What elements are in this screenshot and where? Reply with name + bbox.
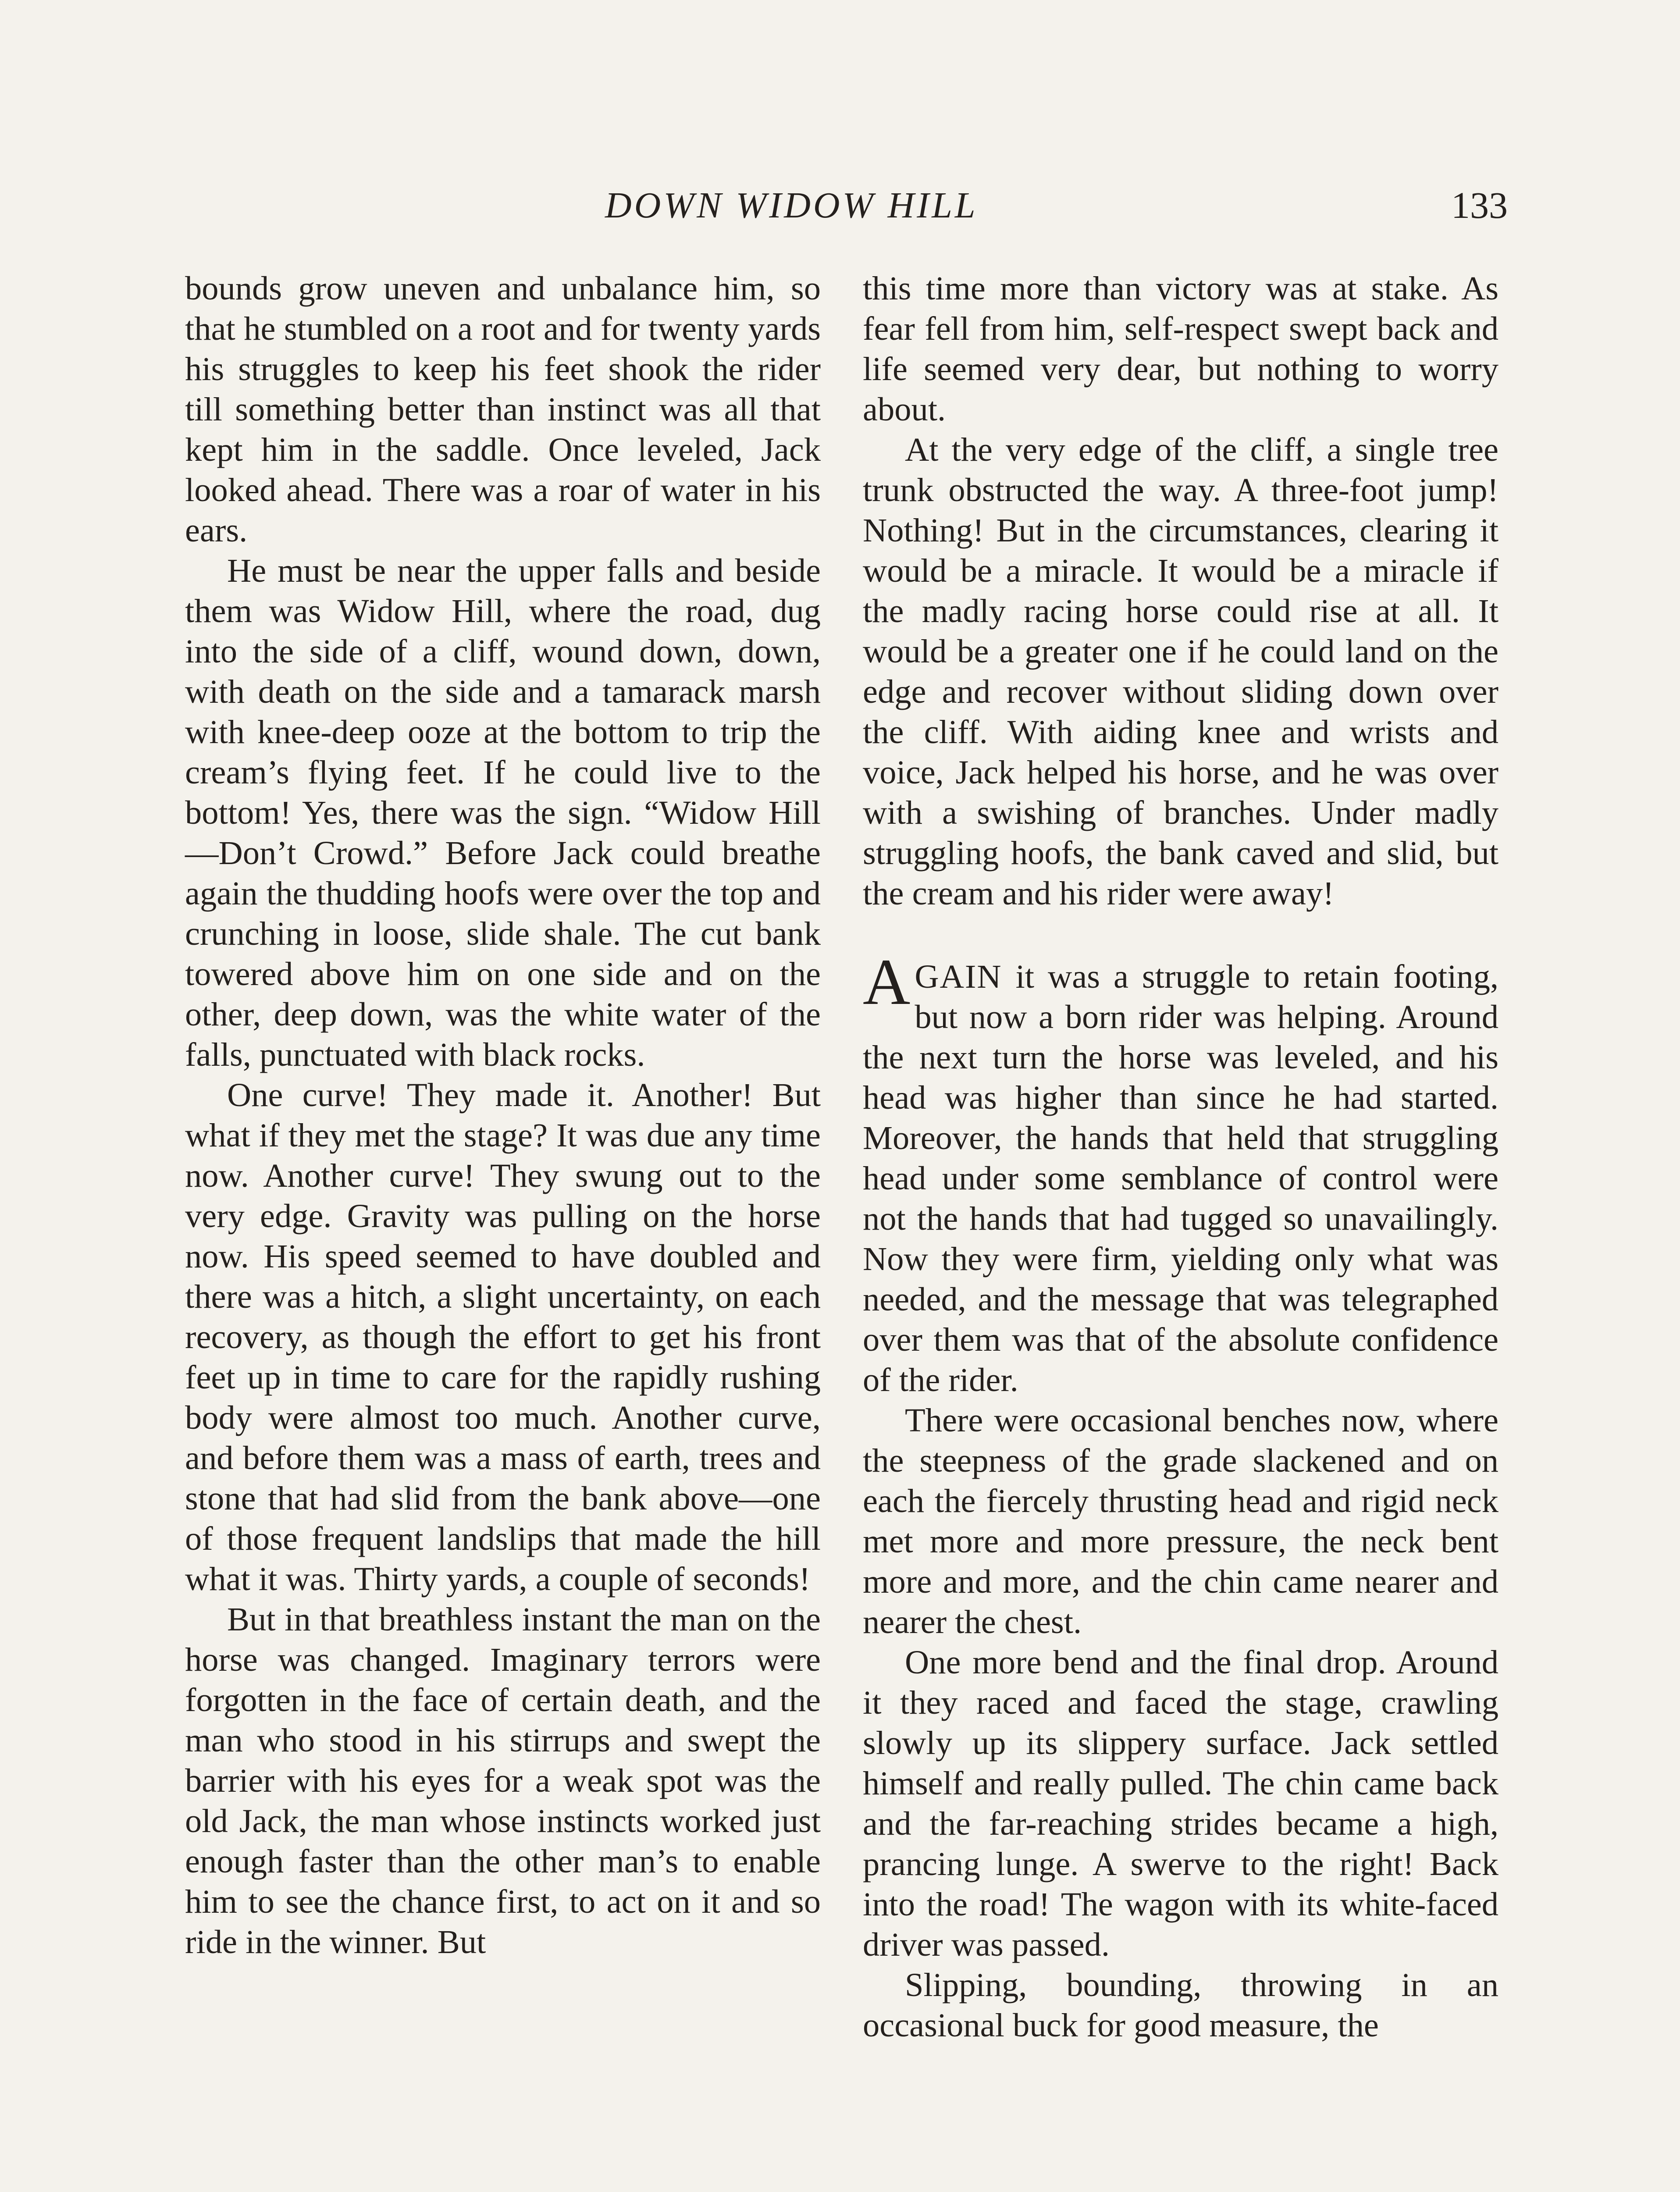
paragraph: this time more than victory was at stake. As fear fell from him, self-respect swept back and life seemed very dear, but nothing to worry about. — [863, 270, 1498, 428]
paragraph: One curve! They made it. Another! But what if they met the stage? It was due any time now. Another curve! They swung out to the very edge. Gravity was pulling on the horse now. His speed seemed to have doubled and there was a hitch, a slight uncertainty, on each recovery, as though the effort to get his front feet up in time to care for the rapidly rushing body were almost too much. Another curve, and before them was a mass of earth, trees and stone that had slid from the bank above—one of those frequent landslips that made the hill what it was. Thirty yards, a couple of seconds! — [185, 1076, 821, 1598]
paragraph: He must be near the upper falls and beside them was Widow Hill, where the road, dug into the side of a cliff, wound down, down, with death on the side and a tamarack marsh with knee-deep ooze at the bottom to trip the cream’s flying feet. If he could live to the bottom! Yes, there was the sign. “Widow Hill—Don’t Crowd.” Before Jack could breathe again the thudding hoofs were over the top and crunching in loose, slide shale. The cut bank towered above him on one side and on the other, deep down, was the white water of the falls, punctuated with black rocks. — [185, 552, 821, 1073]
page-number: 133 — [1451, 184, 1508, 226]
left-column — [185, 268, 821, 1962]
section-opening-text: it was a struggle to retain footing, but now a born rider was helping. Around the next turn the horse was leveled, and his head was higher than since he had started. Moreover, the hands that held that struggling head under some semblance of control were not the hands that had tugged so unavailingly. Now they were firm, yielding only what was needed, and the message that was telegraphed over them was that of the absolute confidence of the rider. — [863, 958, 1498, 1398]
running-title: DOWN WIDOW HILL — [605, 185, 978, 226]
paragraph: Slipping, bounding, throwing in an occasional buck for good measure, the — [863, 1966, 1498, 2044]
paragraph: But in that breathless instant the man on the horse was changed. Imaginary terrors were forgotten in the face of certain death, and the man who stood in his stirrups and swept the barrier with his eyes for a weak spot was the old Jack, the man whose instincts worked just enough faster than the other man’s to enable him to see the chance first, to act on it and so ride in the winner. But — [185, 1601, 821, 1961]
drop-cap-word-rest: GAIN — [915, 958, 1002, 995]
paragraph: One more bend and the final drop. Around it they raced and faced the stage, crawling slowly up its slippery surface. Jack settled himself and really pulled. The chin came back and the far-reaching strides became a high, prancing lunge. A swerve to the right! Back into the road! The wagon with its white-faced driver was passed. — [863, 1644, 1498, 1963]
paragraph: bounds grow uneven and unbalance him, so that he stumbled on a root and for twenty yards his struggles to keep his feet shook the rider till something better than instinct was all that kept him in the saddle. Once leveled, Jack looked ahead. There was a roar of water in his ears. — [185, 270, 821, 549]
right-column — [863, 268, 1498, 2046]
drop-cap: A — [863, 946, 911, 1018]
paragraph: At the very edge of the cliff, a single tree trunk obstructed the way. A three-foot jump! Nothing! But in the circumstances, clearing it would be a miracle. It would be a miracle if the madly racing horse could rise at all. It would be a greater one if he could land on the edge and recover without sliding down over the cliff. With aiding knee and wrists and voice, Jack helped his horse, and he was over with a swishing of branches. Under madly struggling hoofs, the bank caved and slid, but the cream and his rider were away! — [863, 431, 1498, 912]
section-opening-paragraph — [863, 946, 1498, 1400]
paragraph: There were occasional benches now, where the steepness of the grade slackened and on each the fiercely thrusting head and rigid neck met more and more pressure, the neck bent more and more, and the chin came nearer and nearer the chest. — [863, 1402, 1498, 1640]
